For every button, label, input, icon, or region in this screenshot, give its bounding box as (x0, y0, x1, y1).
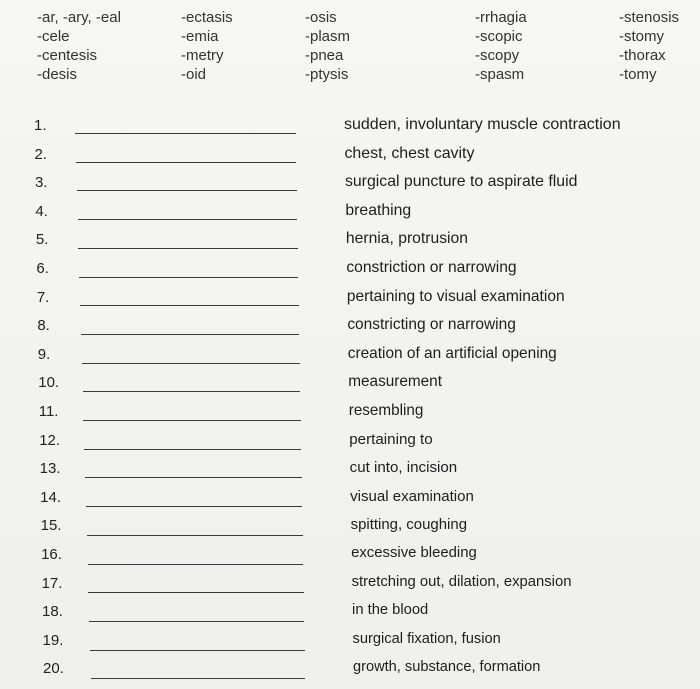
definition-text: constricting or narrowing (347, 316, 516, 334)
definition-text: pertaining to (349, 430, 433, 448)
answer-blank[interactable] (86, 506, 302, 507)
item-number: 5. (35, 231, 49, 249)
answer-blank[interactable] (82, 363, 300, 364)
answer-blank[interactable] (91, 678, 305, 679)
item-number: 4. (35, 202, 48, 220)
definition-text: excessive bleeding (351, 545, 477, 561)
item-number: 16. (41, 546, 62, 563)
suffix: -scopy (475, 47, 520, 64)
suffix-column-5 (619, 8, 679, 84)
suffix: -emia (181, 28, 219, 45)
item-number: 15. (40, 517, 62, 535)
answer-blank[interactable] (80, 305, 299, 306)
item-number: 17. (41, 574, 63, 592)
definition-text: breathing (345, 201, 412, 219)
item-number: 2. (34, 145, 47, 163)
suffix: -oid (181, 66, 207, 83)
item-number: 20. (43, 660, 64, 678)
definition-text: constriction or narrowing (346, 259, 517, 276)
suffix-column-4 (475, 8, 527, 84)
definition-text: surgical fixation, fusion (352, 630, 501, 647)
suffix: -ectasis (181, 9, 233, 26)
suffix: -scopic (475, 28, 523, 45)
suffix: -stenosis (619, 9, 680, 26)
answer-blank[interactable] (88, 592, 303, 593)
suffix: -rrhagia (475, 9, 527, 26)
definition-text: growth, substance, formation (353, 659, 541, 676)
suffix: -ar, -ary, -eal (37, 9, 121, 26)
suffix: -plasm (305, 28, 351, 45)
suffix: -centesis (37, 47, 98, 64)
answer-blank[interactable] (83, 391, 301, 392)
suffix: -ptysis (305, 66, 349, 83)
definition-text: chest, chest cavity (344, 144, 475, 162)
definition-text: spitting, coughing (350, 516, 468, 534)
definition-text: cut into, incision (349, 459, 458, 477)
answer-blank[interactable] (78, 219, 298, 220)
item-number: 11. (38, 403, 59, 420)
item-number: 10. (38, 374, 60, 392)
answer-blank[interactable] (83, 420, 300, 421)
answer-blank[interactable] (77, 190, 297, 191)
definition-text: surgical puncture to aspirate fluid (344, 173, 578, 191)
suffix: -tomy (619, 66, 657, 83)
definition-text: hernia, protrusion (345, 230, 468, 248)
answer-blank[interactable] (88, 564, 303, 565)
item-number: 3. (34, 174, 48, 192)
answer-blank[interactable] (79, 277, 298, 278)
answer-blank[interactable] (87, 535, 303, 536)
answer-blank[interactable] (81, 334, 299, 335)
answer-blank[interactable] (90, 650, 304, 651)
answer-blank[interactable] (75, 133, 296, 134)
item-number: 19. (42, 631, 64, 649)
definition-text: visual examination (350, 487, 474, 505)
suffix: -osis (305, 9, 337, 26)
definition-text: creation of an artificial opening (347, 344, 557, 362)
suffix-column-1 (37, 8, 121, 84)
answer-blank[interactable] (85, 477, 302, 478)
definition-text: in the blood (352, 602, 429, 619)
answer-blank[interactable] (76, 162, 297, 163)
suffix-column-2 (181, 8, 233, 84)
item-number: 12. (39, 431, 61, 449)
definition-text: pertaining to visual examination (346, 287, 565, 305)
definition-text: sudden, involuntary muscle contraction (344, 116, 621, 133)
answer-blank[interactable] (84, 449, 301, 450)
item-number: 6. (36, 260, 49, 277)
answer-blank[interactable] (78, 248, 298, 249)
suffix: -desis (37, 66, 78, 83)
item-number: 9. (37, 345, 51, 363)
item-number: 1. (34, 117, 47, 134)
suffix: -cele (37, 28, 70, 45)
definition-text: resembling (348, 402, 424, 419)
definition-text: stretching out, dilation, expansion (351, 573, 572, 590)
definition-text: measurement (348, 373, 442, 391)
answer-blank[interactable] (89, 621, 304, 622)
item-number: 13. (39, 460, 61, 478)
item-number: 18. (42, 603, 63, 621)
item-number: 8. (37, 317, 50, 335)
suffix: -metry (181, 47, 224, 64)
item-number: 7. (36, 288, 50, 306)
item-number: 14. (40, 488, 62, 506)
suffix: -stomy (619, 28, 664, 45)
suffix: -pnea (305, 47, 344, 64)
suffix-column-3 (305, 8, 350, 84)
suffix: -spasm (475, 66, 525, 83)
suffix: -thorax (619, 47, 666, 64)
